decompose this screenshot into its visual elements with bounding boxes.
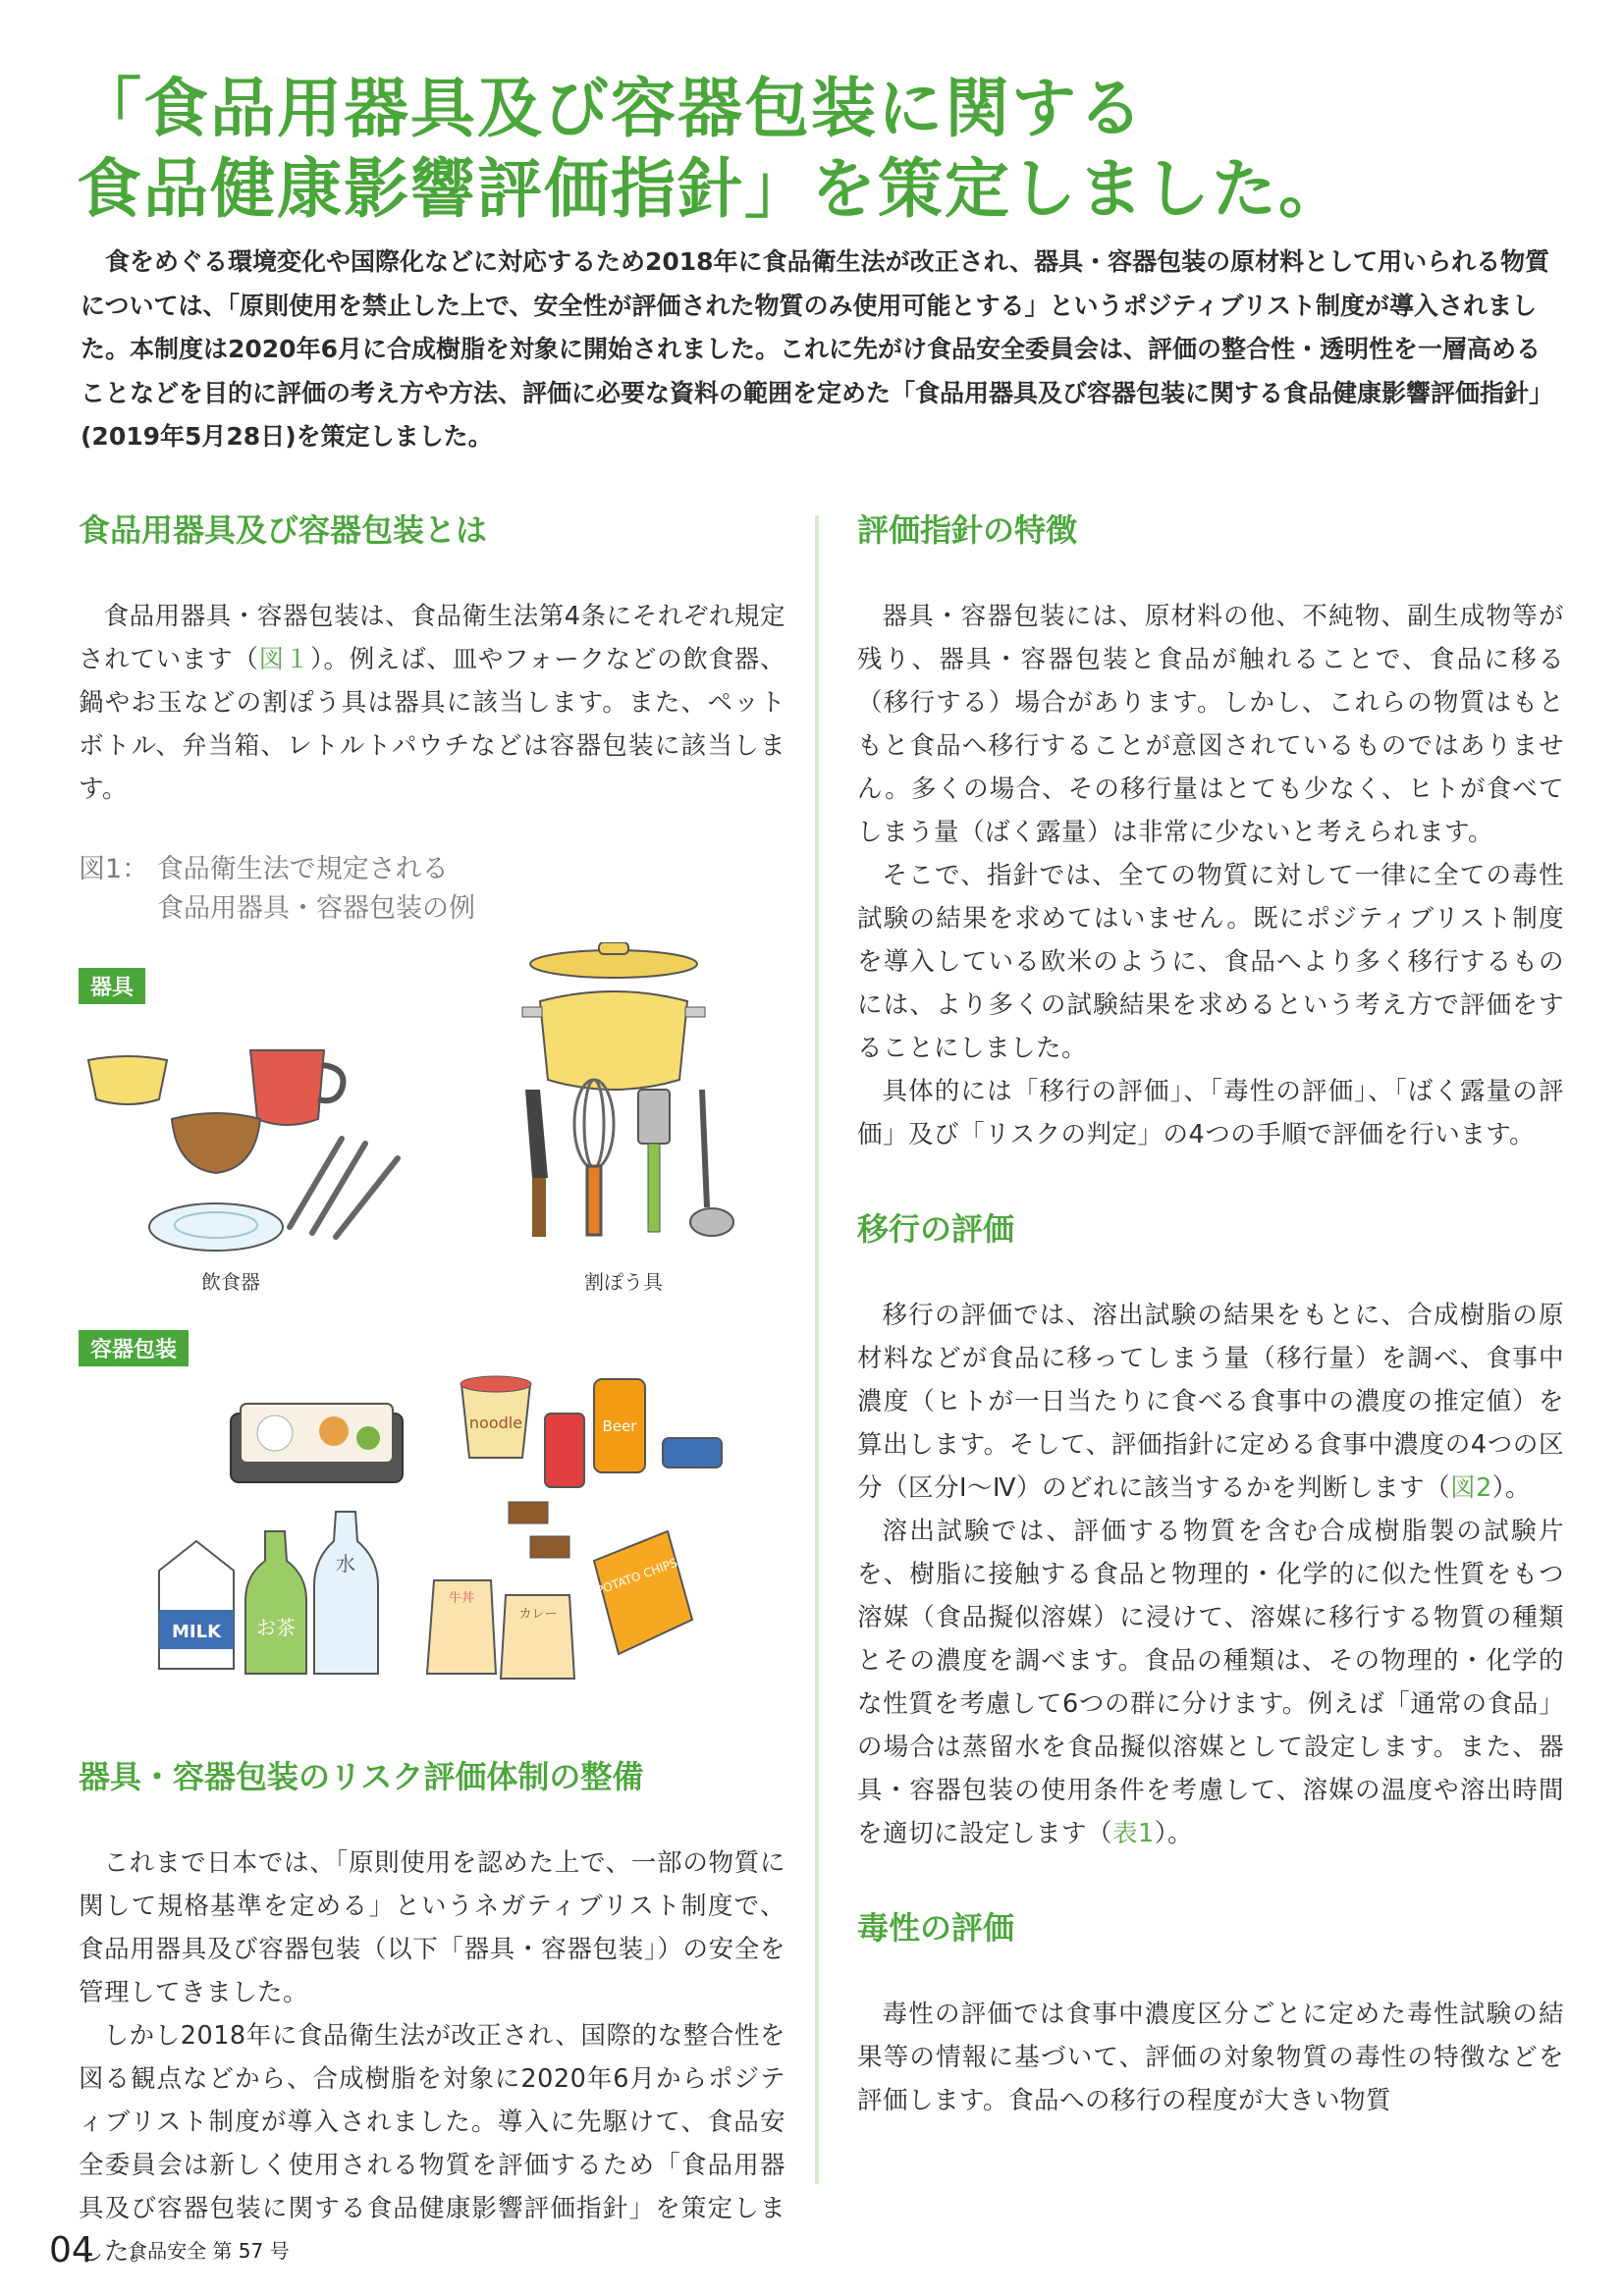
pouch2-label: カレー	[518, 1607, 558, 1622]
paragraph	[857, 1510, 1564, 1855]
text: 食品用器具・容器包装は、食品衛生法第4条にそれぞれ規定されています（	[79, 602, 785, 674]
tag-utensils: 器具	[79, 968, 145, 1004]
milk-label: MILK	[171, 1622, 222, 1642]
paragraph: 器具・容器包装には、原材料の他、不純物、副生成物等が残り、器具・容器包装と食品が触れることで、食品に移る（移行する）場合があります。しかし、これらの物質はもともと食品へ移行することが意図されているものではありません。多くの場合、その移行量はとても少なく、ヒトが食べてしまう量（ばく露量）は非常に少ないと考えられます。	[857, 602, 1564, 847]
bento-box-icon	[231, 1404, 403, 1482]
text: 移行の評価では、溶出試験の結果をもとに、合成樹脂の原材料などが食品に移ってしまう量（移行量）を調べ、食事中濃度（ヒトが一日当たりに食べる食事中の濃度の推定値）を算出します。そして、評価指針に定める食事中濃度の4つの区分（区分Ⅰ～Ⅳ）のどれに該当するかを判断します（	[857, 1301, 1564, 1503]
text: ）。	[1491, 1473, 1532, 1503]
retort-pouch-icon	[427, 1580, 574, 1679]
section-heading-what-is: 食品用器具及び容器包装とは	[79, 511, 488, 549]
page-number: 04	[49, 2230, 94, 2270]
intro-paragraph: 食をめぐる環境変化や国際化などに対応するため2018年に食品衛生法が改正され、器具・容器包装の原材料として用いられる物質については、「原則使用を禁止した上で、安全性が評価された物質のみ使用可能とする」というポジティブリスト制度が導入されました。本制度は2020年6月に合成樹脂を対象に開始されました。これに先がけ食品安全委員会は、評価の整合性・透明性を一層高めることなどを目的に評価の考え方や方法、評価に必要な資料の範囲を定めた「食品用器具及び容器包装に関する食品健康影響評価指針」(2019年5月28日)を策定しました。	[81, 247, 1554, 451]
paragraph	[857, 1294, 1564, 1510]
paragraph: 具体的には「移行の評価」、「毒性の評価」、「ばく露量の評価」及び「リスクの判定」の4つの手順で評価を行います。	[857, 1077, 1564, 1149]
tea-bottle-icon	[245, 1531, 306, 1674]
beer-label: Beer	[602, 1417, 637, 1435]
rice-bowl-icon	[172, 1113, 260, 1173]
paragraph: 毒性の評価では食事中濃度区分ごとに定めた毒性試験の結果等の情報に基づいて、評価の対象物質の毒性の特徴などを評価します。食品への移行の程度が大きい物質	[857, 2000, 1564, 2115]
paragraph: しかし2018年に食品衛生法が改正され、国際的な整合性を図る観点などから、合成樹脂を対象に2020年6月からポジティブリスト制度が導入されました。導入に先駆けて、食品安全委員会は新しく使用される物質を評価するため「食品用器具及び容器包装に関する食品健康影響評価指針」を策定しました。	[79, 2021, 785, 2267]
milk-carton-icon	[159, 1541, 234, 1669]
section-heading-risk-system: 器具・容器包装のリスク評価体制の整備	[79, 1758, 644, 1795]
paragraph: これまで日本では、「原則使用を認めた上で、一部の物質に関して規格基準を定める」というネガティブリスト制度で、食品用器具及び容器包装（以下「器具・容器包装」）の安全を管理してきました。	[79, 1848, 785, 2007]
cola-can-icon	[545, 1414, 584, 1487]
paragraph: そこで、指針では、全ての物質に対して一律に全ての毒性試験の結果を求めてはいません。既にポジティブリスト制度を導入している欧米のように、食品へより多く移行するものには、より多くの試験結果を求めるという考え方で評価をすることにしました。	[857, 861, 1564, 1063]
magazine-issue: 食品安全 第 57 号	[128, 2239, 290, 2263]
table1-ref: 表1	[1112, 1819, 1155, 1848]
page-title-line2: 食品健康影響評価指針」を策定しました。	[77, 151, 1345, 227]
right-column	[857, 501, 1564, 2122]
noodle-cup-icon	[460, 1376, 531, 1458]
tin-can-icon	[663, 1438, 722, 1468]
tag-packaging: 容器包装	[79, 1330, 189, 1366]
figure-caption-line1: 図1： 食品衛生法で規定される	[79, 854, 449, 884]
turner-icon	[638, 1090, 670, 1232]
label-cookware: 割ぽう具	[584, 1270, 663, 1294]
column-divider	[815, 515, 819, 2184]
figure1-illustration	[79, 942, 785, 1747]
page-footer	[49, 2230, 290, 2270]
noodle-label: noodle	[468, 1414, 523, 1432]
figure-caption	[79, 850, 785, 929]
snack-bags-icon	[509, 1502, 569, 1558]
water-label: 水	[336, 1552, 355, 1575]
section-heading-migration: 移行の評価	[857, 1210, 1015, 1248]
figure-caption-line2: 食品用器具・容器包装の例	[157, 893, 475, 924]
knife-icon	[525, 1090, 548, 1237]
figure2-ref: 図2	[1450, 1473, 1492, 1503]
bowl-yellow-icon	[88, 1056, 167, 1104]
left-column	[79, 501, 785, 2273]
section-heading-features: 評価指針の特徴	[857, 511, 1078, 549]
water-bottle-icon	[314, 1512, 378, 1674]
section-heading-toxicity: 毒性の評価	[857, 1909, 1015, 1947]
beer-can-icon	[594, 1379, 645, 1472]
label-tableware: 飲食器	[201, 1270, 260, 1294]
chips-label: POTATO CHIPS	[594, 1555, 679, 1598]
text: ）。	[1154, 1819, 1194, 1848]
tea-label: お茶	[256, 1616, 296, 1639]
cutlery-icon	[290, 1139, 398, 1237]
page-title	[77, 69, 1569, 230]
ladle-icon	[690, 1090, 733, 1236]
figure1-ref: 図１	[258, 645, 311, 674]
page-title-line1: 「食品用器具及び容器包装に関する	[77, 71, 1145, 146]
text: 溶出試験では、評価する物質を含む合成樹脂製の試験片を、樹脂に接触する食品と物理的・化学的に似た性質をもつ溶媒（食品擬似溶媒）に浸けて、溶媒に移行する物質の種類とその濃度を調べます。食品の種類は、その物理的・化学的な性質を考慮して6つの群に分けます。例えば「通常の食品」の場合は蒸留水を食品擬似溶媒として設定します。また、器具・容器包装の使用条件を考慮して、溶媒の温度や溶出時間を適切に設定します（	[857, 1517, 1564, 1848]
pot-icon	[522, 942, 705, 1090]
mug-red-icon	[250, 1050, 343, 1125]
pouch1-label: 牛丼	[448, 1591, 475, 1606]
whisk-icon	[574, 1080, 614, 1235]
text: ）。例えば、皿やフォークなどの飲食器、鍋やお玉などの割ぽう具は器具に該当します。また、ペットボトル、弁当箱、レトルトパウチなどは容器包装に該当します。	[79, 645, 785, 804]
potato-chips-icon	[594, 1531, 692, 1654]
plate-icon	[149, 1203, 283, 1251]
paragraph	[79, 595, 785, 811]
